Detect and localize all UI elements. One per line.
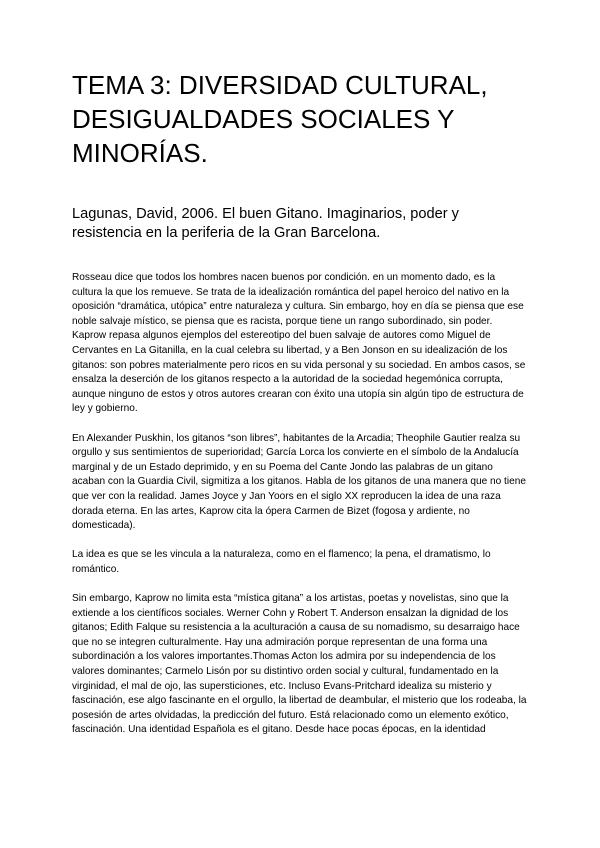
- paragraph: Rosseau dice que todos los hombres nacen buenos por condición. en un momento dado, es la cultura la que los remueve. Se trata de la idealización romántica del papel heroico del nativo en la oposición “dramática, utópica” entre naturaleza y cultura. Sin embargo, hoy en día se piensa que ese noble salvaje místico, se piensa que es racista, porque tiene un rango subordinado, sin poder. Kaprow repasa algunos ejemplos del estereotipo del buen salvaje de autores como Miguel de Cervantes en La Gitanilla, en la cual celebra su libertad, y a Ben Jonson en su idealización de los gitanos: son pobres materialmente pero ricos en su vida personal y su sociedad. En ambos casos, se ensalza la deserción de los gitanos respecto a la autoridad de la sociedad hegemónica corrupta, aunque ninguno de estos y otros autores crearan con éxito una utopía sin algún tipo de estructura de ley y gobierno.: [72, 272, 526, 415]
- paragraph: En Alexander Puskhin, los gitanos “son libres”, habitantes de la Arcadia; Theophile Gautier realza su orgullo y sus sentimientos de superioridad; García Lorca los convierte en el símbolo de la Andalucía marginal y de un Estado deprimido, y en su Poema del Cante Jondo las palabras de un gitano acaban con la Guardia Civil, sigmitiza a los gitanos. Habla de los gitanos de una manera que no tiene que ver con la realidad. James Joyce y Jan Yoors en el siglo XX reproducen la idea de una raza dorada eterna. En las artes, Kaprow cita la ópera Carmen de Bizet (fogosa y ardiente, no domesticada).: [72, 432, 526, 532]
- document-subtitle: Lagunas, David, 2006. El buen Gitano. Imaginarios, poder y resistencia en la periferia de la Gran Barcelona.: [72, 206, 459, 241]
- document-body: [72, 271, 528, 738]
- paragraph: La idea es que se les vincula a la naturaleza, como en el flamenco; la pena, el dramatismo, lo romántico.: [72, 549, 491, 575]
- document-title: TEMA 3: DIVERSIDAD CULTURAL, DESIGUALDADES SOCIALES Y MINORÍAS.: [72, 70, 488, 168]
- paragraph: Sin embargo, Kaprow no limita esta “mística gitana” a los artistas, poetas y novelistas, sino que la extiende a los científicos sociales. Werner Cohn y Robert T. Anderson ensalzan la dignidad de los gitanos; Edith Falque su resistencia a la aculturación a causa de su nomadismo, su desarraigo hace que no se integren culturalmente. Hay una admiración porque representan de una forma una subordinación a los valores importantes.Thomas Acton los admira por su independencia de los valores dominantes; Carmelo Lisón por su distintivo orden social y cultural, fundamentado en la virginidad, el mal de ojo, las supersticiones, etc. Incluso Evans-Pritchard idealiza su misterio y fascinación, ese algo fascinante en el orgullo, la libertad de deambular, el misterio que los rodeaba, la posesión de artes olvidadas, la predicción del futuro. Está relacionado como un elemento exótico, fascinación. Una identidad Española es el gitano. Desde hace pocas épocas, en la identidad: [72, 593, 527, 736]
